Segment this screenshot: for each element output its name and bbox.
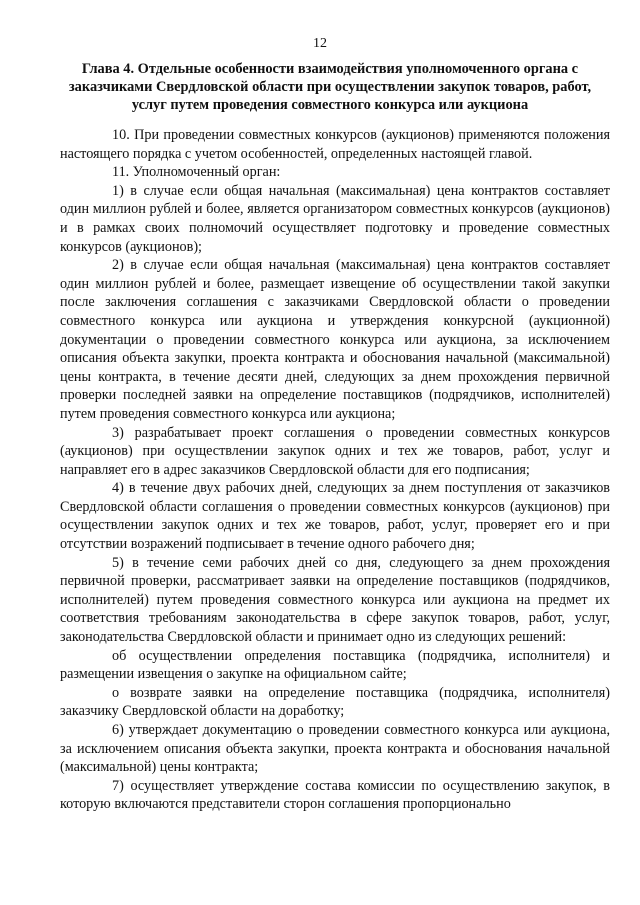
body-text (60, 126, 610, 814)
list-item-1: 1) в случае если общая начальная (максимальная) цена контрактов составляет один миллион рублей и более, является организатором совместных конкурсов (аукционов) и в рамках своих полномочий осуществляет подготовку и проведение совместных конкурсов (аукционов); (60, 182, 610, 255)
paragraph-11: 11. Уполномоченный орган: (112, 164, 281, 181)
list-item-5: 5) в течение семи рабочих дней со дня, следующего за днем прохождения первичной проверки, рассматривает заявки на определение поставщиков (подрядчиков, исполнителей) путем проведения совместного конкурса или аукциона на предмет их соответствия требованиям законодательства в сфере закупок товаров, работ, услуг, законодательства Свердловской области и принимает одно из следующих решений: (60, 554, 610, 646)
chapter-title: Глава 4. Отдельные особенности взаимодействия уполномоченного органа с заказчиками Свердловской области при осуществлении закупок товаров, работ, услуг путем проведения совместного конкурса или аукциона (68, 61, 592, 113)
list-item-6: 6) утверждает документацию о проведении совместного конкурса или аукциона, за исключением описания объекта закупки, проекта контракта и обоснования начальной (максимальной) цены контракта; (60, 722, 610, 776)
list-item-4: 4) в течение двух рабочих дней, следующих за днем поступления от заказчиков Свердловской области соглашения о проведении совместных конкурсов (аукционов) при осуществлении закупок одних и тех же товаров, работ, услуг, проверяет его и при отсутствии возражений подписывает в течение одного рабочего дня; (60, 480, 610, 553)
list-item-3: 3) разрабатывает проект соглашения о проведении совместных конкурсов (аукционов) при осуществлении закупок одних и тех же товаров, работ, услуг и направляет его в адрес заказчиков Свердловской области для его подписания; (60, 424, 610, 478)
list-item-7: 7) осуществляет утверждение состава комиссии по осуществлению закупок, в которую включаются представители сторон соглашения пропорционально (60, 777, 610, 813)
decision-option-1: об осуществлении определения поставщика (подрядчика, исполнителя) и размещении извещения о закупке на официальном сайте; (60, 647, 610, 683)
decision-option-2: о возврате заявки на определение поставщика (подрядчика, исполнителя) заказчику Свердловской области на доработку; (60, 684, 610, 720)
paragraph-10: 10. При проведении совместных конкурсов (аукционов) применяются положения настоящего порядка с учетом особенностей, определенных настоящей главой. (60, 127, 610, 162)
page-number: 12 (313, 36, 327, 51)
list-item-2: 2) в случае если общая начальная (максимальная) цена контрактов составляет один миллион рублей и более, размещает извещение об осуществлении такой закупки после заключения соглашения с заказчиками Свердловской области о проведении совместного конкурса или аукциона и утверждения конкурсной (аукционной) документации о проведении совместного конкурса или аукциона, за исключением описания объекта закупки, проекта контракта и обоснования начальной (максимальной) цены контракта, в течение десяти дней, следующих за днем прохождения первичной проверки последней заявки на определение поставщиков (подрядчиков, исполнителей) путем проведения совместного конкурса или аукциона; (60, 257, 610, 422)
